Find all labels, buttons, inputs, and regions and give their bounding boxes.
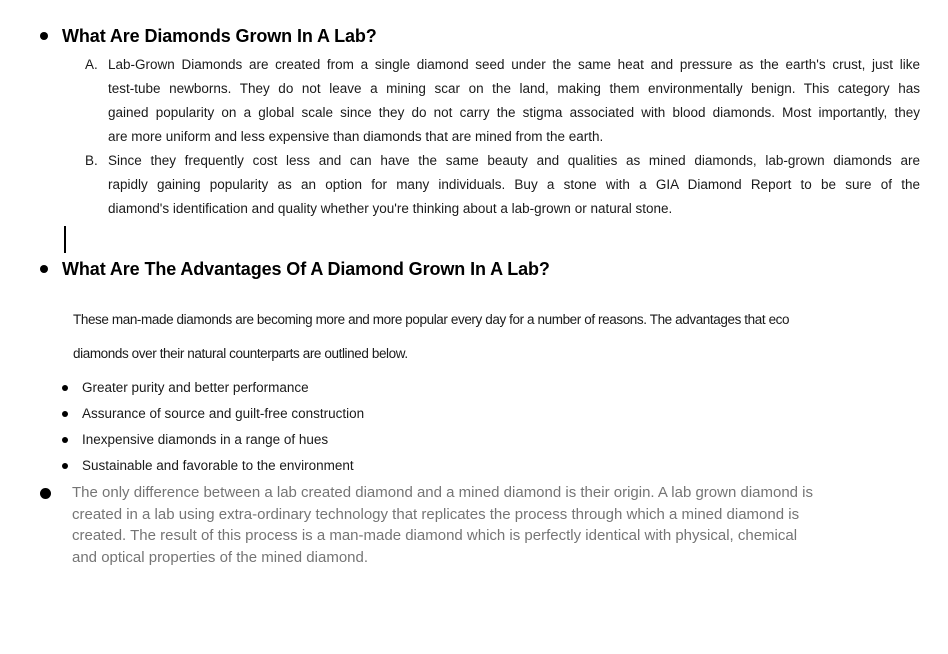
paragraph-line: The only difference between a lab created diamond and a mined diamond is their origin. A lab grown diamond is <box>72 484 814 501</box>
list-marker: B. <box>85 153 98 168</box>
paragraph-line: diamond's identification and quality whether you're thinking about a lab-grown or natural stone. <box>108 201 673 216</box>
list-item-b <box>85 149 920 221</box>
paragraph-line: Lab-Grown Diamonds are created from a single diamond seed under the same heat and pressure as the earth's crust, just like <box>108 57 920 72</box>
list-item-text: Inexpensive diamonds in a range of hues <box>82 432 329 447</box>
list-item <box>62 401 364 427</box>
section2-heading-row <box>40 259 550 279</box>
paragraph-line: created. The result of this process is a man-made diamond which is perfectly identical with physical, chemical <box>72 527 798 545</box>
text-cursor <box>64 226 66 253</box>
paragraph-line: rapidly gaining popularity as an option for many individuals. Buy a stone with a GIA Diamond Report to be sure of the <box>108 177 920 192</box>
list-marker: A. <box>85 57 98 72</box>
list-item <box>62 427 364 453</box>
paragraph-b <box>108 149 920 221</box>
section1-heading-row <box>40 26 377 46</box>
note-paragraph <box>40 482 813 568</box>
list-item-text: Sustainable and favorable to the environment <box>82 458 354 473</box>
paragraph-line: test-tube newborns. They do not leave a mining scar on the land, making them environmentally benign. This category has <box>108 81 920 96</box>
advantages-list <box>62 375 364 479</box>
bullet-icon <box>62 411 68 417</box>
lettered-list <box>85 53 920 221</box>
list-item <box>62 375 364 401</box>
paragraph-line: gained popularity on a global scale since they do not carry the stigma associated with blood diamonds. Most importantly, they <box>108 105 920 120</box>
note-text <box>72 482 813 568</box>
bullet-icon <box>62 463 68 469</box>
paragraph-line: are more uniform and less expensive than diamonds that are mined from the earth. <box>108 129 604 144</box>
list-item-a <box>85 53 920 149</box>
paragraph-line: Since they frequently cost less and can have the same beauty and qualities as mined diamonds, lab-grown diamonds are <box>108 153 920 168</box>
bullet-icon <box>62 385 68 391</box>
bullet-icon <box>40 265 48 273</box>
paragraph-line: These man-made diamonds are becoming more and more popular every day for a number of reasons. The advantages that eco <box>73 312 790 327</box>
paragraph-line: created in a lab using extra-ordinary technology that replicates the process through which a mined diamond is <box>72 505 800 523</box>
paragraph-a <box>108 53 920 149</box>
list-item-text: Greater purity and better performance <box>82 380 309 395</box>
section2-heading: What Are The Advantages Of A Diamond Grown In A Lab? <box>62 259 550 279</box>
list-item <box>62 453 364 479</box>
bullet-icon <box>40 488 51 499</box>
bullet-icon <box>40 32 48 40</box>
paragraph-line: and optical properties of the mined diamond. <box>72 548 369 566</box>
section1-heading: What Are Diamonds Grown In A Lab? <box>62 26 377 46</box>
bullet-icon <box>62 437 68 443</box>
list-item-text: Assurance of source and guilt-free construction <box>82 406 365 421</box>
paragraph-line: diamonds over their natural counterparts are outlined below. <box>73 346 408 361</box>
intro-paragraph <box>73 303 789 371</box>
